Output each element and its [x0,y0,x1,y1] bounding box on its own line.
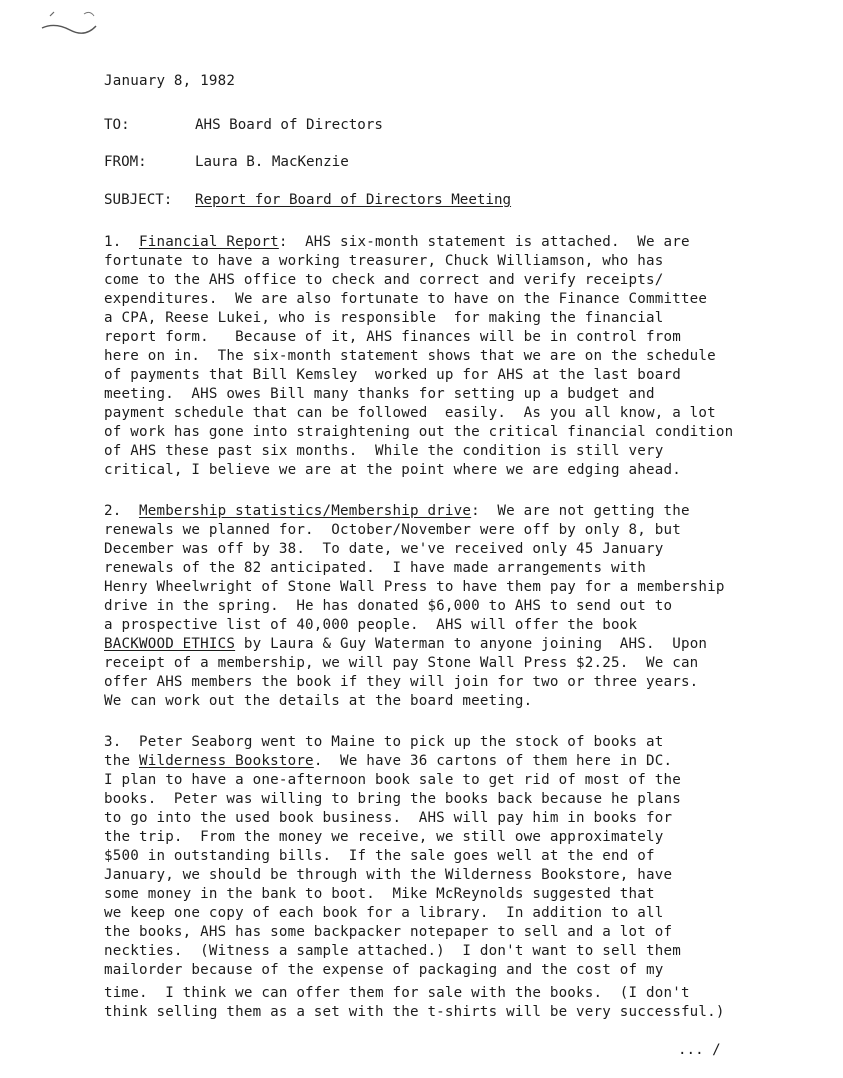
p1-line-8: of payments that Bill Kemsley worked up for AHS at the last board [104,367,681,383]
p3-line-5: to go into the used book business. AHS will pay him in books for [104,810,673,826]
p2-line-5: Henry Wheelwright of Stone Wall Press to have them pay for a membership [104,579,725,595]
p1-line-12: of AHS these past six months. While the condition is still very [104,443,664,459]
p3-line-3: I plan to have a one-afternoon book sale to get rid of most of the [104,772,681,788]
p2-number: 2. [104,503,122,519]
book-title: BACKWOOD ETHICS [104,636,236,652]
memo-date: January 8, 1982 [104,73,236,89]
p1-line-2: fortunate to have a working treasurer, Chuck Williamson, who has [104,253,664,269]
bookstore-name: Wilderness Bookstore [138,753,314,769]
to-value: AHS Board of Directors [195,117,383,133]
p3-line-1: 3. Peter Seaborg went to Maine to pick up the stock of books at [104,734,664,750]
p2-line-10: offer AHS members the book if they will join for two or three years. [104,674,699,690]
p1-line-4: expenditures. We are also fortunate to have on the Finance Committee [104,291,708,307]
p3-line-2 [104,752,672,771]
p3-line-2-pre: the [104,753,139,769]
p1-line-9: meeting. AHS owes Bill many thanks for setting up a budget and [104,386,655,402]
p1-line-11: of work has gone into straightening out the critical financial condition [104,424,734,440]
p3-line-2-rest: . We have 36 cartons of them here in DC. [313,753,673,769]
scan-mark [40,8,100,36]
p2-line-3: December was off by 38. To date, we've received only 45 January [104,541,664,557]
p2-line-6: drive in the spring. He has donated $6,000 to AHS to send out to [104,598,673,614]
p2-line-1: : We are not getting the [471,503,690,519]
p1-line-13: critical, I believe we are at the point where we are edging ahead. [104,462,681,478]
p2-line-8 [104,635,707,654]
p3-line-12: neckties. (Witness a sample attached.) I don't want to sell them [104,943,681,959]
p3-line-9: some money in the bank to boot. Mike McReynolds suggested that [104,886,655,902]
p2-line-2: renewals we planned for. October/November were off by only 8, but [104,522,681,538]
from-label: FROM: [104,154,147,170]
p3-line-14: time. I think we can offer them for sale with the books. (I don't [104,985,690,1001]
p1-number: 1. [104,234,122,250]
p3-line-4: books. Peter was willing to bring the books back because he plans [104,791,681,807]
p2-line [104,502,690,521]
continuation-mark [678,1042,721,1058]
p2-line-9: receipt of a membership, we will pay Stone Wall Press $2.25. We can [104,655,699,671]
p1-line-5: a CPA, Reese Lukei, who is responsible for making the financial [104,310,664,326]
p3-line-10: we keep one copy of each book for a library. In addition to all [104,905,664,921]
p3-line-7: $500 in outstanding bills. If the sale goes well at the end of [104,848,655,864]
to-label: TO: [104,117,130,133]
from-value: Laura B. MacKenzie [195,154,349,170]
p3-line-11: the books, AHS has some backpacker notepaper to sell and a lot of [104,924,673,940]
p2-line-11: We can work out the details at the board meeting. [104,693,533,709]
continuation-dots: ... [678,1042,704,1058]
p2-line-4: renewals of the 82 anticipated. I have made arrangements with [104,560,646,576]
p3-line-6: the trip. From the money we receive, we still owe approximately [104,829,664,845]
subject-value: Report for Board of Directors Meeting [195,192,512,208]
p3-line-13: mailorder because of the expense of packaging and the cost of my [104,962,664,978]
p1-line-10: payment schedule that can be followed easily. As you all know, a lot [104,405,716,421]
subject-label: SUBJECT: [104,192,173,208]
p3-line-15: think selling them as a set with the t-shirts will be very successful.) [104,1004,725,1020]
p1-line [104,233,690,252]
p1-heading: Financial Report [138,234,279,250]
p1-line-1: : AHS six-month statement is attached. We are [278,234,690,250]
continuation-slash: / [703,1042,721,1058]
p2-line-7: a prospective list of 40,000 people. AHS will offer the book [104,617,638,633]
p1-line-3: come to the AHS office to check and correct and verify receipts/ [104,272,664,288]
p2-heading: Membership statistics/Membership drive [138,503,472,519]
p1-line-6: report form. Because of it, AHS finances will be in control from [104,329,681,345]
p3-line-8: January, we should be through with the Wilderness Bookstore, have [104,867,673,883]
p2-line-8-rest: by Laura & Guy Waterman to anyone joining AHS. Upon [235,636,708,652]
p1-line-7: here on in. The six-month statement shows that we are on the schedule [104,348,716,364]
